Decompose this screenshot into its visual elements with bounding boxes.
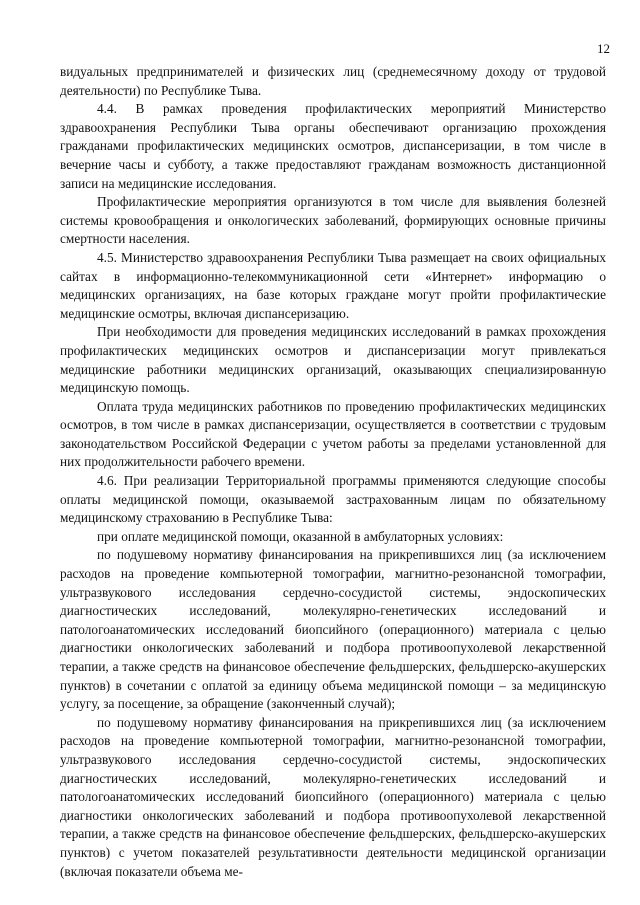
- document-body: [60, 63, 606, 881]
- paragraph-4: При необходимости для проведения медицинских исследований в рамках прохождения профилактических медицинских осмотров и диспансеризации могут привлекаться медицинские работники медицинских организаций, оказывающих специализированную медицинскую помощь.: [60, 324, 606, 396]
- paragraph-1: 4.4. В рамках проведения профилактических мероприятий Министерство здравоохранения Республики Тыва органы обеспечивают организацию прохождения гражданами профилактических медицинских осмотров, диспансеризации, в том числе в вечерние часы и субботу, а также предоставляют гражданам возможность дистанционной записи на медицинские исследования.: [60, 101, 606, 191]
- paragraph-2: Профилактические мероприятия организуются в том числе для выявления болезней системы кровообращения и онкологических заболеваний, формирующих основные причины смертности населения.: [60, 194, 606, 247]
- paragraph-5: Оплата труда медицинских работников по проведению профилактических медицинских осмотров, в том числе в рамках диспансеризации, осуществляется в соответствии с трудовым законодательством Российской Федерации с учетом работы за пределами установленной для них продолжительности рабочего времени.: [60, 398, 606, 470]
- paragraph-7: при оплате медицинской помощи, оказанной в амбулаторных условиях:: [97, 528, 504, 544]
- paragraph-3: 4.5. Министерство здравоохранения Республики Тыва размещает на своих официальных сайтах в информационно-телекоммуникационной сети «Интернет» информацию о медицинских организациях, на базе которых граждане могут пройти профилактические медицинские осмотры, включая диспансеризацию.: [60, 249, 606, 321]
- paragraph-8: по подушевому нормативу финансирования на прикрепившихся лиц (за исключением расходов на проведение компьютерной томографии, магнитно-резонансной томографии, ультразвукового исследования сердечно-сосудистой системы, эндоскопических диагностических исследований, молекулярно-генетических исследований и патологоанатомических исследований биопсийного (операционного) материала с целью диагностики онкологических заболеваний и подбора противоопухолевой лекарственной терапии, а также средств на финансовое обеспечение фельдшерских, фельдшерско-акушерских пунктов) в сочетании с оплатой за единицу объема медицинской помощи – за медицинскую услугу, за посещение, за обращение (законченный случай);: [60, 547, 606, 712]
- paragraph-9: по подушевому нормативу финансирования на прикрепившихся лиц (за исключением расходов на проведение компьютерной томографии, магнитно-резонансной томографии, ультразвукового исследования сердечно-сосудистой системы, эндоскопических диагностических исследований, молекулярно-генетических исследований и патологоанатомических исследований биопсийного (операционного) материала с целью диагностики онкологических заболеваний и подбора противоопухолевой лекарственной терапии, а также средств на финансовое обеспечение фельдшерских, фельдшерско-акушерских пунктов) с учетом показателей результативности деятельности медицинской организации (включая показатели объема ме-: [60, 714, 606, 879]
- paragraph-0: видуальных предпринимателей и физических лиц (среднемесячному доходу от трудовой деятельности) по Республике Тыва.: [60, 64, 606, 98]
- page-number: 12: [597, 41, 610, 56]
- paragraph-6: 4.6. При реализации Территориальной программы применяются следующие способы оплаты медицинской помощи, оказываемой застрахованным лицам по обязательному медицинскому страхованию в Республике Тыва:: [60, 473, 606, 526]
